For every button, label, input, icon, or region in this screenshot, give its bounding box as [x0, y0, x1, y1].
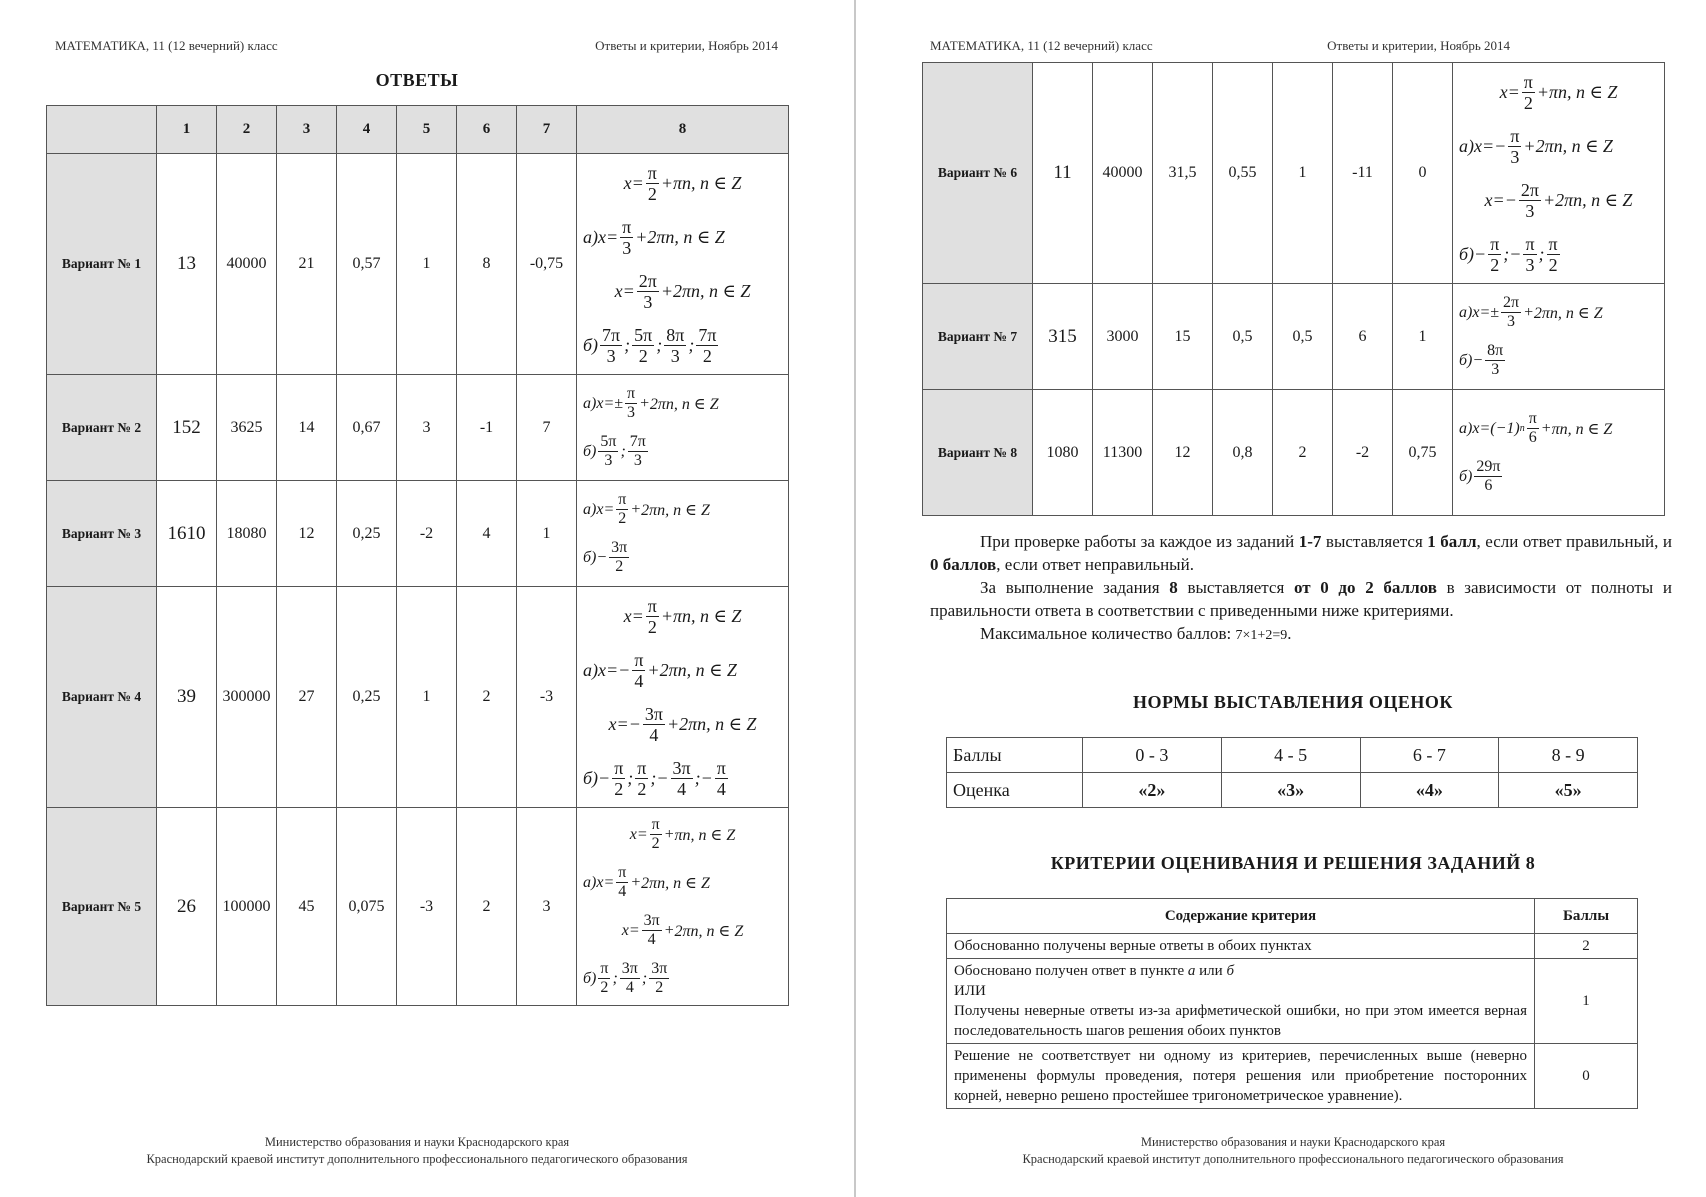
formula-line: x = − $\frac{2\pi}{3}$ + 2πn, n ∈ Z — [1484, 179, 1633, 221]
answer-cell: 0 — [1393, 63, 1453, 284]
footer-institute: Краснодарский краевой институт дополнительного профессионального педагогического образования — [146, 1152, 688, 1166]
variant-label: Вариант № 1 — [47, 154, 157, 375]
formula-line: x = $\frac{2\pi}{3}$ + 2πn, n ∈ Z — [614, 270, 751, 312]
header-subject: МАТЕМАТИКА, 11 (12 вечерний) класс — [930, 38, 1153, 53]
formula-line: x = $\frac{\pi}{2}$ + πn, n ∈ Z — [623, 595, 742, 637]
answer-cell: 1 — [397, 154, 457, 375]
answer-cell: 2 — [457, 808, 517, 1006]
answer-cell: 15 — [1153, 284, 1213, 390]
answer-cell: -3 — [517, 587, 577, 808]
answer-cell: 1 — [397, 587, 457, 808]
answer-cell: 31,5 — [1153, 63, 1213, 284]
answer-cell: 0,25 — [337, 481, 397, 587]
variant-label: Вариант № 7 — [923, 284, 1033, 390]
variant-label: Вариант № 6 — [923, 63, 1033, 284]
norms-cell: «4» — [1360, 773, 1499, 808]
answer-cell: 14 — [277, 375, 337, 481]
solution-cell — [577, 154, 789, 375]
norms-title: НОРМЫ ВЫСТАВЛЕНИЯ ОЦЕНОК — [1133, 692, 1453, 712]
answer-cell: 39 — [157, 587, 217, 808]
footer-institute: Краснодарский краевой институт дополнительного профессионального педагогического образования — [1022, 1152, 1564, 1166]
formula-line: б) − $\frac{\pi}{2}$ ; − $\frac{\pi}{3}$ ; $\frac{\pi}{2}$ — [1459, 233, 1558, 275]
table-row — [47, 375, 789, 481]
variant-label: Вариант № 3 — [47, 481, 157, 587]
answers-table-continued — [922, 62, 1665, 516]
formula-line: б) − $\frac{\pi}{2}$ ; $\frac{\pi}{2}$ ; − $\frac{3\pi}{4}$ ; − $\frac{\pi}{4}$ — [583, 757, 726, 799]
criteria-row — [947, 959, 1638, 1044]
formula-line: б) $\frac{7\pi}{3}$ ; $\frac{5\pi}{2}$ ; $\frac{8\pi}{3}$ ; $\frac{7\pi}{2}$ — [583, 324, 717, 366]
solution-cell — [1453, 284, 1665, 390]
criteria-points: 2 — [1535, 934, 1638, 959]
criteria-content: Обосновано получен ответ в пункте а или б ИЛИ Получены неверные ответы из-за арифметической ошибки, но при этом имеется верная последовательность шагов решения обоих пунктов — [947, 959, 1535, 1044]
answer-cell: 0,25 — [337, 587, 397, 808]
answer-cell: 27 — [277, 587, 337, 808]
formula-line: а) x = − $\frac{\pi}{3}$ + 2πn, n ∈ Z — [1459, 125, 1613, 167]
answer-cell: 1 — [1273, 63, 1333, 284]
answer-cell: 3 — [397, 375, 457, 481]
col-header: 1 — [157, 106, 217, 154]
norms-cell: «3» — [1221, 773, 1360, 808]
norms-points-row — [947, 738, 1638, 773]
formula-line: б) $\frac{\pi}{2}$ ; $\frac{3\pi}{4}$ ; $\frac{3\pi}{2}$ — [583, 960, 668, 996]
answer-cell: 315 — [1033, 284, 1093, 390]
answer-cell: 12 — [277, 481, 337, 587]
answers-header-row — [47, 106, 789, 154]
formula-line: x = $\frac{\pi}{2}$ + πn, n ∈ Z — [623, 162, 742, 204]
table-row — [47, 154, 789, 375]
solution-cell — [1453, 63, 1665, 284]
header-subject: МАТЕМАТИКА, 11 (12 вечерний) класс — [55, 38, 278, 53]
table-row — [923, 390, 1665, 516]
solution-cell — [577, 481, 789, 587]
header-doc-info: Ответы и критерии, Ноябрь 2014 — [1327, 38, 1510, 53]
grading-norms-table — [946, 737, 1638, 808]
norms-cell: 0 - 3 — [1083, 738, 1222, 773]
answer-cell: 11300 — [1093, 390, 1153, 516]
answer-cell: 8 — [457, 154, 517, 375]
answer-cell: 152 — [157, 375, 217, 481]
header-doc-info: Ответы и критерии, Ноябрь 2014 — [595, 38, 778, 53]
criteria-content: Решение не соответствует ни одному из критериев, перечисленных выше (неверно применены формулы проведения, потеря решения или приобретение посторонних корней, неверно решено простейшее тригонометрическое уравнение). — [947, 1044, 1535, 1109]
answer-cell: -0,75 — [517, 154, 577, 375]
answer-cell: 0,55 — [1213, 63, 1273, 284]
norms-cell: «5» — [1499, 773, 1638, 808]
table-row — [47, 587, 789, 808]
answer-cell: 13 — [157, 154, 217, 375]
solution-cell — [577, 375, 789, 481]
solution-cell — [1453, 390, 1665, 516]
answer-cell: 2 — [1273, 390, 1333, 516]
answer-cell: 18080 — [217, 481, 277, 587]
solution-cell — [577, 587, 789, 808]
answer-cell: 40000 — [1093, 63, 1153, 284]
formula-line: б) $\frac{5\pi}{3}$ ; $\frac{7\pi}{3}$ — [583, 433, 646, 469]
criteria-content: Обоснованно получены верные ответы в обоих пунктах — [947, 934, 1535, 959]
scoring-paragraph-1: При проверке работы за каждое из заданий 1-7 выставляется 1 балл, если ответ правильный, и 0 баллов, если ответ неправильный. — [930, 532, 1672, 574]
solution-cell — [577, 808, 789, 1006]
answer-cell: -2 — [397, 481, 457, 587]
footer-ministry: Министерство образования и науки Краснодарского края — [264, 1135, 570, 1149]
footer-ministry: Министерство образования и науки Краснодарского края — [1140, 1135, 1446, 1149]
answer-cell: 3 — [517, 808, 577, 1006]
col-header: 3 — [277, 106, 337, 154]
variant-label: Вариант № 2 — [47, 375, 157, 481]
answer-cell: 0,8 — [1213, 390, 1273, 516]
col-header: 7 — [517, 106, 577, 154]
criteria-header-row — [947, 899, 1638, 934]
norms-cell: Баллы — [947, 738, 1083, 773]
col-header: 4 — [337, 106, 397, 154]
right-page — [856, 0, 1706, 1197]
norms-cell: 4 - 5 — [1221, 738, 1360, 773]
variant-label: Вариант № 8 — [923, 390, 1033, 516]
formula-line: x = $\frac{\pi}{2}$ + πn, n ∈ Z — [629, 816, 736, 852]
criteria-header-points: Баллы — [1535, 899, 1638, 934]
criteria-row — [947, 1044, 1638, 1109]
criteria-header-content: Содержание критерия — [947, 899, 1535, 934]
variant-label: Вариант № 5 — [47, 808, 157, 1006]
variant-label: Вариант № 4 — [47, 587, 157, 808]
formula-line: а) x = − $\frac{\pi}{4}$ + 2πn, n ∈ Z — [583, 649, 737, 691]
answer-cell: -1 — [457, 375, 517, 481]
formula-line: x = $\frac{3\pi}{4}$ + 2πn, n ∈ Z — [621, 912, 744, 948]
col-header: 5 — [397, 106, 457, 154]
answer-cell: 3000 — [1093, 284, 1153, 390]
formula-line: а) x = $\frac{\pi}{4}$ + 2πn, n ∈ Z — [583, 864, 710, 900]
answers-table — [46, 105, 789, 1006]
criteria-points: 1 — [1535, 959, 1638, 1044]
formula-line: а) x = $\frac{\pi}{2}$ + 2πn, n ∈ Z — [583, 491, 710, 527]
criteria-row — [947, 934, 1638, 959]
scoring-text — [930, 530, 1672, 647]
norms-grade-row — [947, 773, 1638, 808]
formula-line: а) x = ± $\frac{2\pi}{3}$ + 2πn, n ∈ Z — [1459, 294, 1603, 330]
formula-line: x = − $\frac{3\pi}{4}$ + 2πn, n ∈ Z — [608, 703, 757, 745]
answer-cell: 1 — [1393, 284, 1453, 390]
criteria-table — [946, 898, 1638, 1109]
answer-cell: 1080 — [1033, 390, 1093, 516]
answer-cell: 6 — [1333, 284, 1393, 390]
formula-line: б) − $\frac{8\pi}{3}$ — [1459, 342, 1504, 378]
criteria-points: 0 — [1535, 1044, 1638, 1109]
norms-cell: Оценка — [947, 773, 1083, 808]
formula-line: а) x = ± $\frac{\pi}{3}$ + 2πn, n ∈ Z — [583, 385, 719, 421]
formula-line: x = $\frac{\pi}{2}$ + πn, n ∈ Z — [1499, 71, 1618, 113]
answer-cell: 26 — [157, 808, 217, 1006]
table-row — [47, 808, 789, 1006]
answer-cell: 100000 — [217, 808, 277, 1006]
footer — [46, 1134, 788, 1168]
norms-cell: 6 - 7 — [1360, 738, 1499, 773]
formula-line: б) − $\frac{3\pi}{2}$ — [583, 539, 628, 575]
answer-cell: 45 — [277, 808, 337, 1006]
norms-cell: «2» — [1083, 773, 1222, 808]
answer-cell: 0,5 — [1273, 284, 1333, 390]
answer-cell: 0,75 — [1393, 390, 1453, 516]
formula-line: б) $\frac{29\pi}{6}$ — [1459, 458, 1501, 494]
answer-cell: 12 — [1153, 390, 1213, 516]
answer-cell: 3625 — [217, 375, 277, 481]
norms-cell: 8 - 9 — [1499, 738, 1638, 773]
answer-cell: 300000 — [217, 587, 277, 808]
answer-cell: 2 — [457, 587, 517, 808]
answer-cell: 7 — [517, 375, 577, 481]
col-header: 2 — [217, 106, 277, 154]
footer — [922, 1134, 1664, 1168]
answer-cell: -2 — [1333, 390, 1393, 516]
col-header: 8 — [577, 106, 789, 154]
answer-cell: 0,075 — [337, 808, 397, 1006]
answer-cell: -3 — [397, 808, 457, 1006]
formula-line: а) x = $\frac{\pi}{3}$ + 2πn, n ∈ Z — [583, 216, 725, 258]
col-header: 6 — [457, 106, 517, 154]
table-row — [47, 481, 789, 587]
answer-cell: 21 — [277, 154, 337, 375]
scoring-paragraph-3: Максимальное количество баллов: 7×1+2=9. — [980, 624, 1292, 643]
answer-cell: 1 — [517, 481, 577, 587]
formula-line: а) x = (−1) n $\frac{\pi}{6}$ + πn, n ∈ Z — [1459, 410, 1613, 446]
answer-cell: 0,57 — [337, 154, 397, 375]
answer-cell: 0,67 — [337, 375, 397, 481]
answer-cell: -11 — [1333, 63, 1393, 284]
answer-cell: 11 — [1033, 63, 1093, 284]
corner-cell — [47, 106, 157, 154]
criteria-title: КРИТЕРИИ ОЦЕНИВАНИЯ И РЕШЕНИЯ ЗАДАНИЙ 8 — [1050, 853, 1536, 873]
answers-title: ОТВЕТЫ — [375, 70, 459, 90]
scoring-paragraph-2: За выполнение задания 8 выставляется от 0 до 2 баллов в зависимости от полноты и правильности ответа в соответствии с приведенными ниже критериями. — [930, 578, 1672, 620]
answer-cell: 40000 — [217, 154, 277, 375]
answer-cell: 1610 — [157, 481, 217, 587]
table-row — [923, 63, 1665, 284]
answer-cell: 4 — [457, 481, 517, 587]
table-row — [923, 284, 1665, 390]
answer-cell: 0,5 — [1213, 284, 1273, 390]
